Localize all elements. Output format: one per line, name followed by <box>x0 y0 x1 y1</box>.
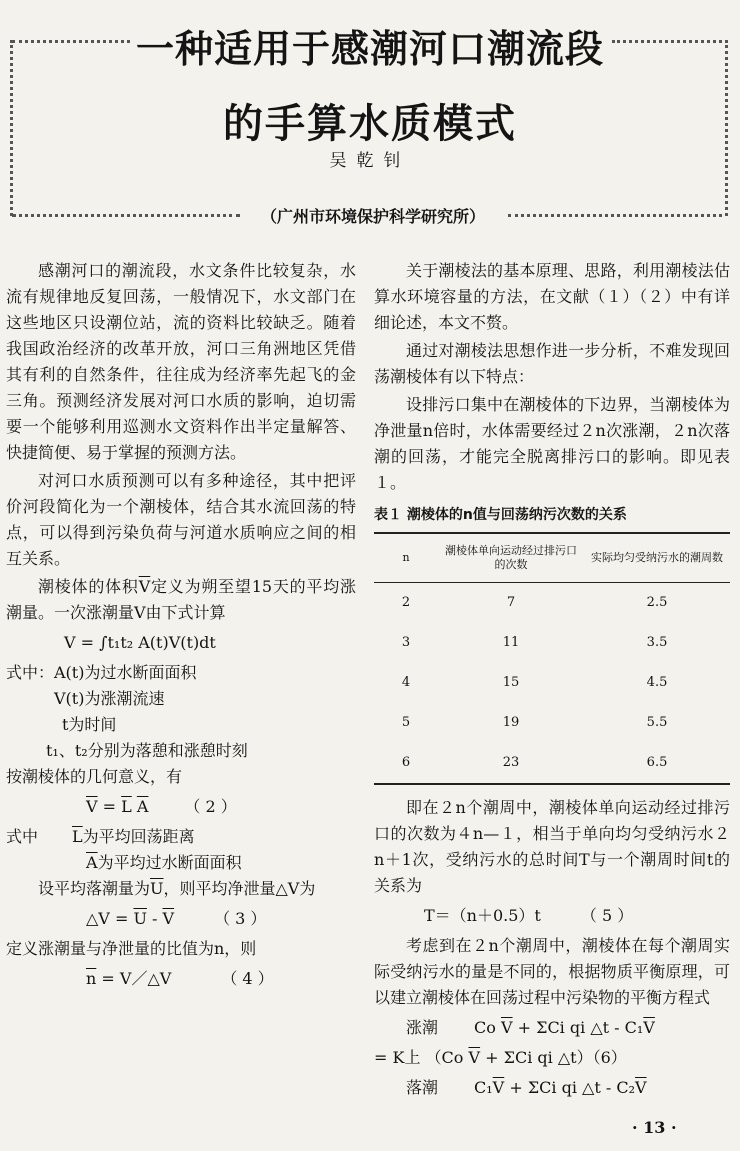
where-line: $\overline{A}$为平均过水断面面积 <box>86 853 242 872</box>
page-number: · 13 · <box>632 1118 677 1137</box>
frame-border-bottom-left <box>12 214 240 217</box>
title-line-1: 一种适用于感潮河口潮流段 <box>135 27 604 71</box>
where-line: 式中 $\overline{L}$为平均回荡距离 <box>6 827 195 846</box>
paragraph: 通过对潮棱法思想作进一步分析，不难发现回荡潮棱体有以下特点： <box>374 341 730 386</box>
frame-border-top-right <box>612 40 722 43</box>
frame-border-top-left <box>12 40 130 43</box>
table-row: 3 11 3.5 <box>401 635 668 650</box>
title-line-2: 的手算水质模式 <box>223 101 517 147</box>
table-row: 5 19 5.5 <box>401 715 668 730</box>
where-line: t为时间 <box>62 715 117 734</box>
frame-border-bottom-right <box>508 214 722 217</box>
data-table <box>374 532 730 785</box>
author: 吴乾钊 <box>329 151 411 171</box>
paragraph: 对河口水质预测可以有多种途径，其中把评价河段简化为一个潮棱体，结合其水流回荡的特点，可以得到污染负荷与河道水质响应之间的相互关系。 <box>6 471 356 568</box>
equation-6a: 涨潮 Co $\overline{V} + \Sigma Ci$ qi △t - $C_1\overline{V}$ <box>406 1018 655 1037</box>
table-header: 潮棱体单向运动经过排污口的次数 <box>438 533 584 583</box>
where-line: t₁、t₂分别为落憩和涨憩时刻 <box>46 741 248 760</box>
paragraph: 考虑到在２n个潮周中，潮棱体在每个潮周实际受纳污水的量是不同的，根据物质平衡原理，可以建立潮棱体在回荡过程中污染物的平衡方程式 <box>374 936 730 1007</box>
table-row: 6 23 6.5 <box>374 743 730 784</box>
where-line: V(t)为涨潮流速 <box>54 689 165 708</box>
paragraph: 感潮河口的潮流段，水文条件比较复杂，水流有规律地反复回荡，一般情况下，水文部门在这些地区只设潮位站，流的资料比较缺乏。随着我国政治经济的改革开放，河口三角洲地区凭借其有利的自然条件，往往成为经济率先起飞的金三角。预测经济发展对河口水质的影响，迫切需要一个能够利用巡测水文资料作出半定量解答、快捷简便、易于掌握的预测方法。 <box>6 261 356 462</box>
paragraph: 定义涨潮量与净泄量的比值为n，则 <box>6 939 257 958</box>
equation-1: V = ∫t₁t₂ A(t)V(t)dt <box>64 633 216 652</box>
equation-7: 落潮 $C_1\overline{V} + \Sigma Ci$ qi △t - $C_2\overline{V}$ <box>406 1078 647 1097</box>
paragraph: 设排污口集中在潮棱体的下边界，当潮棱体为净泄量n倍时，水体需要经过２n次涨潮，２n次落潮的回荡，才能完全脱离排污口的影响。即见表１。 <box>374 395 730 492</box>
equation-6b: = K上 （Co $\overline{V} + \Sigma Ci$ qi △t）（6） <box>374 1048 627 1067</box>
paragraph: 即在２n个潮周中，潮棱体单向运动经过排污口的次数为４n—１，相当于单向均匀受纳污水２n＋1次，受纳污水的总时间T与一个潮周时间t的关系为 <box>374 798 730 895</box>
equation-3: △V = $\overline{U} - \overline{V}$ （ 3 ） <box>86 909 267 928</box>
table-header: n <box>374 533 438 583</box>
left-column <box>6 258 356 996</box>
equation-2: $\overline{V} = \overline{L}$ $\overline{A}$ （ 2 ） <box>86 797 237 816</box>
paragraph: 设平均落潮量为$\overline{U}$，则平均净泄量△V为 <box>38 879 316 898</box>
table-header: 实际均匀受纳污水的潮周数 <box>584 533 730 583</box>
paragraph: 按潮棱体的几何意义，有 <box>6 767 183 786</box>
where-line: 式中：A(t)为过水断面面积 <box>6 663 197 682</box>
paragraph: 关于潮棱法的基本原理、思路，利用潮棱法估算水环境容量的方法，在文献（１）（２）中有详细论述，本文不赘。 <box>374 261 730 332</box>
table-row: 4 15 4.5 <box>401 675 668 690</box>
table-row: 2 7 2.5 <box>401 595 668 610</box>
paragraph: 潮棱体的体积$\overline{V}$定义为朔至望15天的平均涨潮量。一次涨潮量V由下式计算 <box>6 577 356 622</box>
equation-5: T＝（n＋0.5）t （ 5 ） <box>424 906 634 925</box>
table-title: 表１ 潮棱体的n值与回荡纳污次数的关系 <box>374 507 627 523</box>
right-column <box>374 258 730 1105</box>
affiliation: （广州市环境保护科学研究所） <box>240 204 506 227</box>
equation-4: $\overline{n}$ = V／△V （ 4 ） <box>86 969 274 988</box>
